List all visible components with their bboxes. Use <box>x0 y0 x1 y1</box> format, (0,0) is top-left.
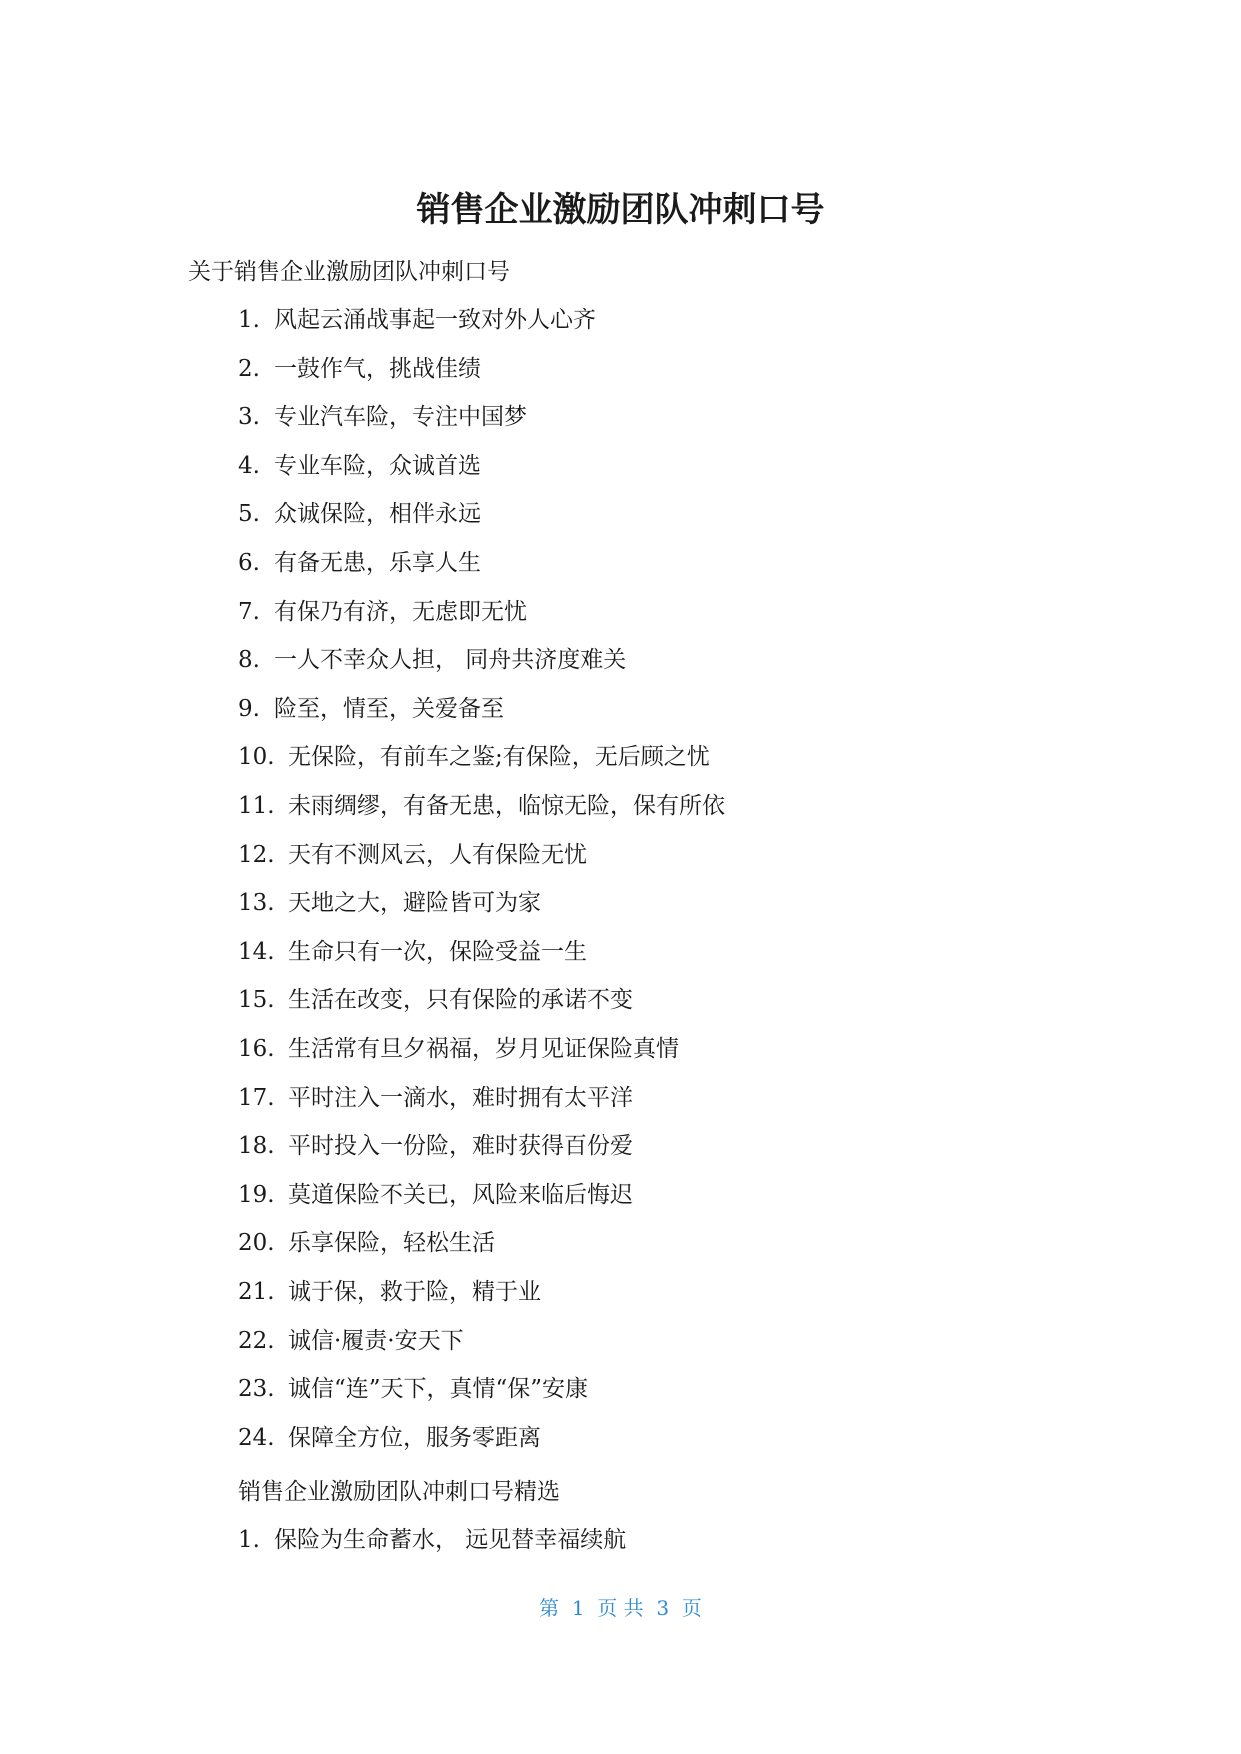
list-item-number: 1. <box>238 307 260 333</box>
list-item-text: 生命只有一次，保险受益一生 <box>288 938 587 965</box>
list-item-text: 平时注入一滴水，难时拥有太平洋 <box>288 1084 633 1111</box>
list-item <box>238 1227 495 1259</box>
list-item <box>238 1130 633 1162</box>
list-item-number: 9. <box>238 695 260 722</box>
list-item <box>238 450 481 482</box>
list-item <box>238 936 587 968</box>
list-item <box>238 1325 464 1357</box>
list-item-text: 险至，情至，关爱备至 <box>274 695 504 722</box>
list-item-text: 有备无患，乐享人生 <box>274 550 481 576</box>
list-item-text: 风起云涌战事起一致对外人心齐 <box>274 307 596 333</box>
list-item-text: 乐享保险，轻松生活 <box>288 1230 495 1257</box>
list-item-number: 16. <box>238 1036 275 1062</box>
list-item-number: 22. <box>238 1327 275 1354</box>
list-item <box>238 1033 679 1065</box>
list-item-text: 未雨绸缪，有备无患，临惊无险，保有所依 <box>288 793 725 819</box>
list-item-number: 5. <box>238 501 260 528</box>
list-item-number: 4. <box>238 452 260 479</box>
section-heading: 销售企业激励团队冲刺口号精选 <box>238 1479 560 1505</box>
list-item <box>238 887 541 919</box>
document-title: 销售企业激励团队冲刺口号 <box>416 190 825 230</box>
list-item <box>238 1276 541 1308</box>
list-item-number: 3. <box>238 404 260 431</box>
list-item-text: 诚信“连”天下，真情“保”安康 <box>288 1376 589 1403</box>
list-item-text: 生活在改变，只有保险的承诺不变 <box>288 987 633 1014</box>
page-number-footer: 第 1 页 共 3 页 <box>539 1596 702 1620</box>
list-item-text: 诚于保，救于险，精于业 <box>288 1279 541 1305</box>
list-item <box>238 547 481 579</box>
list-item-number: 7. <box>238 598 260 625</box>
list-item-text: 众诚保险，相伴永远 <box>274 501 481 528</box>
list-item <box>238 693 504 725</box>
list-item <box>238 741 710 773</box>
list-item <box>238 839 587 871</box>
list-item-text: 保险为生命蓄水， 远见替幸福续航 <box>274 1527 627 1553</box>
list-item-text: 专业车险，众诚首选 <box>274 452 481 479</box>
list-item-number: 13. <box>238 890 275 917</box>
list-item-text: 无保险，有前车之鉴;有保险，无后顾之忧 <box>288 744 710 771</box>
list-item-text: 保障全方位，服务零距离 <box>288 1424 541 1451</box>
list-item-number: 20. <box>238 1230 275 1257</box>
list-item <box>238 1179 633 1211</box>
list-item-number: 1. <box>238 1527 260 1553</box>
list-item-number: 15. <box>238 987 275 1014</box>
list-item-number: 24. <box>238 1424 275 1451</box>
list-item <box>238 401 527 433</box>
intro-line: 关于销售企业激励团队冲刺口号 <box>188 259 510 285</box>
list-item <box>238 1082 633 1114</box>
list-item-number: 17. <box>238 1084 275 1111</box>
list-item-number: 8. <box>238 647 260 674</box>
list-item-text: 天地之大，避险皆可为家 <box>288 890 541 917</box>
list-item-number: 14. <box>238 938 275 965</box>
list-item-text: 天有不测风云，人有保险无忧 <box>288 841 587 868</box>
list-item <box>238 353 481 385</box>
list-item <box>238 790 725 822</box>
list-item-number: 19. <box>238 1181 275 1208</box>
list-item-number: 23. <box>238 1376 275 1403</box>
list-item-text: 专业汽车险，专注中国梦 <box>274 404 527 431</box>
list-item <box>238 644 626 676</box>
list-item-text: 一鼓作气，挑战佳绩 <box>274 355 481 382</box>
list-item <box>238 1373 588 1405</box>
list-item-text: 诚信·履责·安天下 <box>288 1327 464 1354</box>
list-item-text: 一人不幸众人担， 同舟共济度难关 <box>274 647 627 674</box>
list-item-number: 18. <box>238 1133 275 1160</box>
list-item <box>238 1422 541 1454</box>
list-item-number: 11. <box>238 793 275 819</box>
list-item-number: 2. <box>238 355 260 382</box>
list-item-text: 生活常有旦夕祸福，岁月见证保险真情 <box>288 1036 679 1062</box>
list-item-number: 10. <box>238 744 275 771</box>
list-item-text: 莫道保险不关已，风险来临后悔迟 <box>288 1181 633 1208</box>
list-item-number: 21. <box>238 1279 275 1305</box>
list-item-number: 12. <box>238 841 275 868</box>
list-item <box>238 304 596 336</box>
list-item <box>238 498 481 530</box>
list-item-text: 有保乃有济，无虑即无忧 <box>274 598 527 625</box>
list-item-text: 平时投入一份险，难时获得百份爱 <box>288 1133 633 1160</box>
list-item <box>238 984 633 1016</box>
list-item <box>238 596 527 628</box>
list-item <box>238 1524 626 1556</box>
list-item-number: 6. <box>238 550 260 576</box>
